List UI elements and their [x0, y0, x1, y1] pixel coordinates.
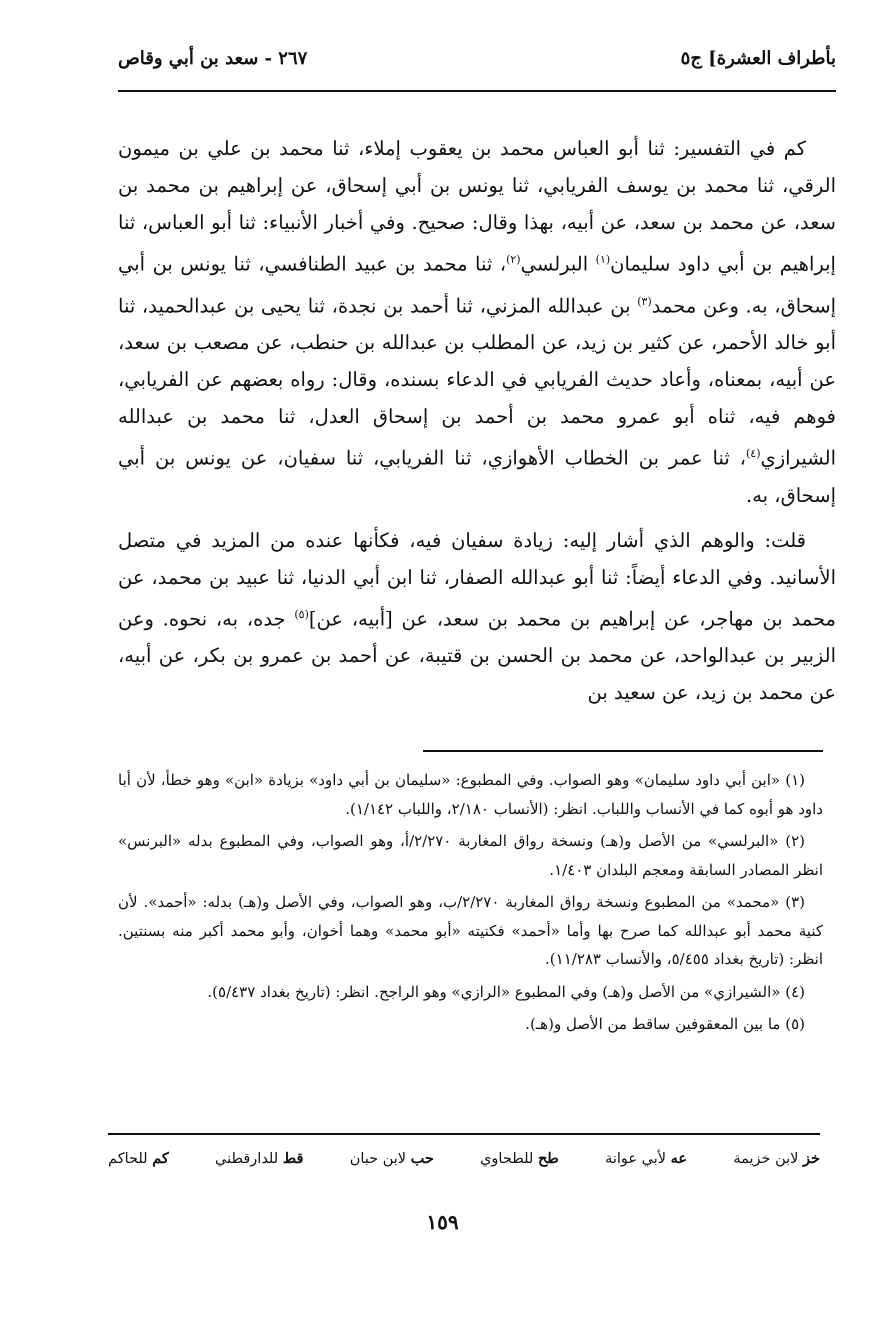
paragraph-1 [118, 130, 836, 514]
paragraph-1-text-c: ، ثنا محمد بن عبيد الطنافسي، ثنا يونس بن أبي إسحاق، به. وعن محمد [118, 252, 836, 317]
header-rule [118, 90, 836, 92]
footnote-1: (١) «ابن أبي داود سليمان» وهو الصواب. وفي المطبوع: «سليمان بن أبي داود» بزيادة «ابن» وهو خطأ، لأن أبا داود هو أبوه كما في الأنساب واللباب. انظر: (الأنساب ٢/١٨٠، واللباب ١/١٤٢). [118, 771, 823, 818]
abbreviation-item [605, 1150, 687, 1180]
abbreviation-text: لابن خزيمة [733, 1151, 799, 1167]
paragraph-2 [118, 522, 836, 712]
footnote-ref-5: (٥) [294, 607, 309, 621]
abbreviation-item [108, 1150, 169, 1180]
paragraph-1-text-a: كم في التفسير: ثنا أبو العباس محمد بن يعقوب إملاء، ثنا محمد بن علي بن ميمون الرقي، ثنا محمد بن يوسف الفريابي، ثنا يونس بن أبي إسحاق، عن إبراهيم بن محمد بن سعد، عن محمد بن سعد، عن أبيه، بهذا وقال: صحيح. وفي أخبار الأنبياء: ثنا أبو العباس، ثنا إبراهيم بن أبي داود سليمان [118, 137, 836, 276]
abbreviation-text: للحاكم [108, 1151, 148, 1167]
footnote-ref-4: (٤) [745, 447, 761, 460]
paragraph-1-text-d: بن عبدالله المزني، ثنا أحمد بن نجدة، ثنا يحيى بن عبدالحميد، ثنا أبو خالد الأحمر، عن كثير بن زيد، عن المطلب بن عبدالله بن حنطب، عن مصعب بن سعد، عن أبيه، بمعناه، وأعاد حديث الفريابي في الدعاء بسنده، وقال: رواه بعضهم عن الفريابي، فوهم فيه، ثناه أبو عمرو محمد بن أحمد بن إسحاق العدل، ثنا محمد بن عبدالله الشيرازي [118, 294, 836, 470]
footnote-2: (٢) «البرلسي» من الأصل و(هـ) ونسخة رواق المغاربة ٢/٢٧٠/أ، وهو الصواب، وفي المطبوع بدله «البرنس» انظر المصادر السابقة ومعجم البلدان ١/٤٠٣. [118, 832, 823, 879]
footnote-ref-2: (٢) [506, 253, 521, 266]
paragraph-1-text-e: ، ثنا عمر بن الخطاب الأهوازي، ثنا الفريابي، ثنا سفيان، عن يونس بن أبي إسحاق، به. [118, 446, 836, 507]
abbreviation-text: لابن حبان [349, 1151, 407, 1167]
footnote-4: (٤) «الشيرازي» من الأصل و(هـ) وفي المطبوع «الرازي» وهو الراجح. انظر: (تاريخ بغداد ٥/٤٣٧). [207, 982, 805, 1001]
paragraph-2-text-b: جده، به، نحوه. وعن الزبير بن عبدالواحد، عن محمد بن الحسن بن قتيبة، عن أحمد بن عمرو بن بكر، عن أبيه، عن محمد بن زيد، عن سعيد بن [118, 607, 836, 704]
footnote-rule [423, 750, 823, 752]
abbreviations-key [108, 1150, 820, 1180]
abbreviation-code: عه [670, 1150, 688, 1167]
abbreviation-text: للطحاوي [480, 1151, 534, 1167]
header-volume-title: بأطراف العشرة] ج٥ [680, 48, 836, 69]
abbreviation-code: قط [282, 1150, 304, 1167]
abbreviation-text: للدارقطني [215, 1151, 279, 1167]
abbreviation-text: لأبي عوانة [605, 1151, 667, 1167]
footnote-ref-1: (١) [595, 253, 611, 266]
header-chapter-title: ٢٦٧ - سعد بن أبي وقاص [118, 48, 308, 69]
abbreviation-code: خز [803, 1150, 820, 1167]
page-number: ١٥٩ [426, 1210, 459, 1234]
abbreviation-code: حب [410, 1150, 434, 1167]
abbreviation-item [480, 1150, 559, 1180]
running-header [118, 40, 836, 86]
footnote-ref-3: (٣) [637, 294, 652, 308]
main-text [118, 130, 836, 711]
abbreviation-code: كم [152, 1150, 169, 1167]
abbreviation-code: طح [537, 1150, 559, 1167]
footnote-5: (٥) ما بين المعقوفين ساقط من الأصل و(هـ). [525, 1015, 805, 1033]
paragraph-2-text-a: قلت: والوهم الذي أشار إليه: زيادة سفيان فيه، فكأنها عنده من المزيد في متصل الأسانيد. وفي الدعاء أيضاً: ثنا أبو عبدالله الصفار، ثنا ابن أبي الدنيا، ثنا عبيد بن محمد، عن محمد بن مهاجر، عن إبراهيم بن محمد بن سعد، عن [أبيه، عن] [118, 528, 837, 630]
footnotes [118, 766, 823, 1043]
abbreviation-item [215, 1150, 303, 1180]
abbreviation-item [733, 1150, 820, 1180]
abbreviations-rule [108, 1133, 820, 1135]
paragraph-1-text-b: البرلسي [520, 252, 596, 276]
footnote-3: (٣) «محمد» من المطبوع ونسخة رواق المغاربة ٢/٢٧٠/ب، وهو الصواب، وفي الأصل و(هـ) بدله: «أحمد». لأن كنية محمد أبو عبدالله كما صرح بها وأما «أحمد» فكنيته «أبو محمد» وهما أخوان، وأبو محمد أكبر منه بسنتين. انظر: (تاريخ بغداد ٥/٤٥٥، والأنساب ١١/٢٨٣). [118, 893, 823, 968]
abbreviation-item [350, 1150, 434, 1180]
